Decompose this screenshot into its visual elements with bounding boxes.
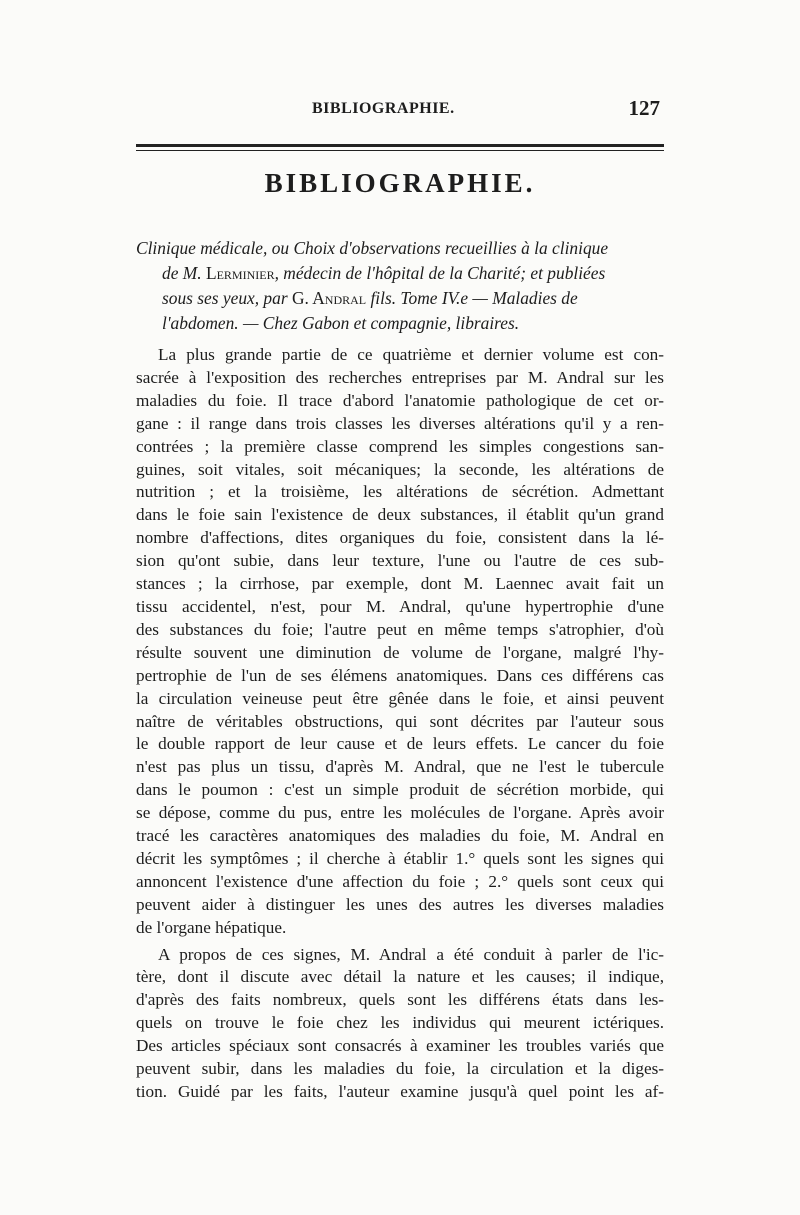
text-line: d'après des faits nombreux, quels sont les différens états dans les- <box>136 990 664 1010</box>
text-line: nombre d'affections, dites organiques du foie, consistent dans la lé- <box>136 528 664 548</box>
text-line: peuvent subir, dans les maladies du foie, la circulation et la diges- <box>136 1059 664 1079</box>
text-line: la circulation veineuse peut être gênée dans le foie, et ainsi peuvent <box>136 688 664 708</box>
review-body <box>136 344 664 1104</box>
text-line: tracé les caractères anatomiques des maladies du foie, M. Andral en <box>136 826 664 846</box>
text-line: Des articles spéciaux sont consacrés à examiner les troubles variés que <box>136 1036 664 1056</box>
text-line: maladies du foie. Il trace d'abord l'anatomie pathologique de cet or- <box>136 390 664 410</box>
text-line: quels on trouve le foie chez les individus qui meurent ictériques. <box>136 1013 664 1033</box>
book-reference-line <box>136 261 664 286</box>
book-reference-line: l'abdomen. — Chez Gabon et compagnie, libraires. <box>162 313 520 333</box>
book-reference <box>136 236 664 336</box>
text-line: La plus grande partie de ce quatrième et dernier volume est con- <box>158 345 664 364</box>
text-line: tissu accidentel, n'est, pour M. Andral, qu'une hypertrophie d'une <box>136 596 664 616</box>
author-name: G. Andral <box>291 288 367 308</box>
text-line: annoncent l'existence d'une affection du foie ; 2.° quels sont ceux qui <box>136 871 664 891</box>
running-head: BIBLIOGRAPHIE. <box>312 100 455 117</box>
text-line: tion. Guidé par les faits, l'auteur examine jusqu'à quel point les af- <box>136 1082 664 1101</box>
text-line: dans le foie sain l'existence de deux substances, il établit qu'un grand <box>136 505 664 525</box>
text-line: résulte souvent une diminution de volume de l'organe, malgré l'hy- <box>136 642 664 662</box>
text-line: nutrition ; et la troisième, les altérations de sécrétion. Admettant <box>136 482 664 502</box>
header-rule-thick <box>136 144 664 147</box>
book-reference-line <box>136 286 664 311</box>
text-line: sacrée à l'exposition des recherches entreprises par M. Andral sur les <box>136 367 664 387</box>
book-reference-text: fils. Tome IV.e — Maladies de <box>366 288 578 308</box>
text-line: se dépose, comme du pus, entre les molécules de l'organe. Après avoir <box>136 803 664 823</box>
text-line: contrées ; la première classe comprend les simples congestions san- <box>136 436 664 456</box>
text-line: dans le poumon : c'est un simple produit de sécrétion morbide, qui <box>136 780 664 800</box>
text-line: peuvent aider à distinguer les unes des autres les diverses maladies <box>136 894 664 914</box>
text-line: des substances du foie; l'autre peut en même temps s'atrophier, d'où <box>136 619 664 639</box>
text-line: décrit les symptômes ; il cherche à établir 1.° quels sont les signes qui <box>136 848 664 868</box>
text-line: tère, dont il discute avec détail la nature et les causes; il indique, <box>136 967 664 987</box>
book-reference-line: Clinique médicale, ou Choix d'observations recueillies à la clinique <box>136 238 609 258</box>
text-line: le double rapport de leur cause et de leurs effets. Le cancer du foie <box>136 734 664 754</box>
text-line: pertrophie de l'un de ses élémens anatomiques. Dans ces différens cas <box>136 665 664 685</box>
text-line: de l'organe hépatique. <box>136 917 287 937</box>
text-line: sion qu'ont subie, dans leur texture, l'une ou l'autre de ces sub- <box>136 551 664 571</box>
text-line: n'est pas plus un tissu, d'après M. Andral, que ne l'est le tubercule <box>136 757 664 777</box>
author-name: Lerminier <box>205 263 275 283</box>
book-reference-text: sous ses yeux, par <box>162 288 292 308</box>
text-line: naître de véritables obstructions, qui sont décrites par l'auteur sous <box>136 711 664 731</box>
text-line: gane : il range dans trois classes les diverses altérations qu'il y a ren- <box>136 413 664 433</box>
text-line: guines, soit vitales, soit mécaniques; la seconde, les altérations de <box>136 459 664 479</box>
section-title: BIBLIOGRAPHIE. <box>264 168 536 198</box>
book-reference-text: , médecin de l'hôpital de la Charité; et publiées <box>274 263 606 283</box>
book-reference-text: de M. <box>162 263 206 283</box>
header-rule-thin <box>136 150 664 151</box>
text-line: A propos de ces signes, M. Andral a été conduit à parler de l'ic- <box>158 944 664 964</box>
page-number: 127 <box>628 96 660 120</box>
text-line: stances ; la cirrhose, par exemple, dont M. Laennec avait fait un <box>136 574 664 594</box>
